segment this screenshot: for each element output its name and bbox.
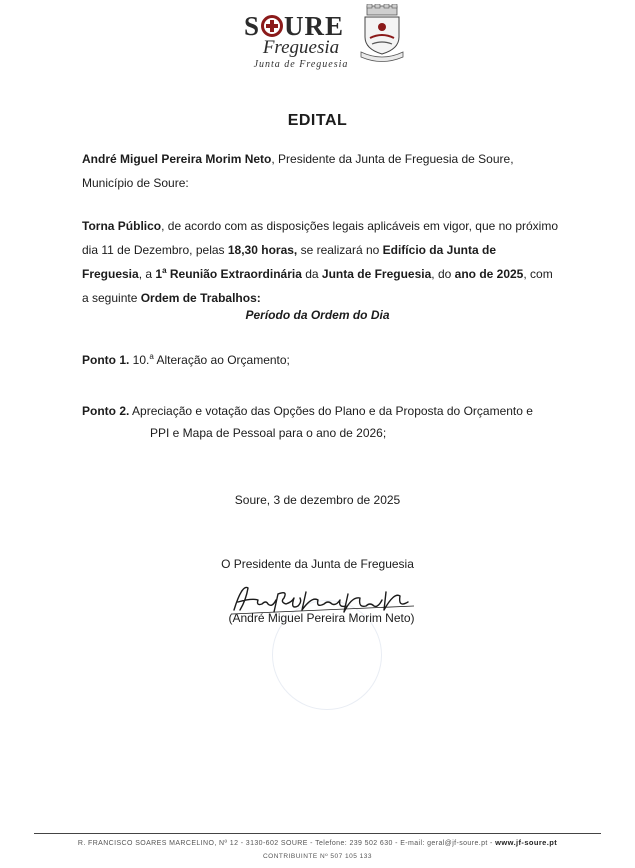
coat-of-arms-icon <box>358 4 406 62</box>
logo-tagline: Junta de Freguesia <box>253 59 349 70</box>
footer-website-link[interactable]: www.jf-soure.pt <box>495 838 558 847</box>
logo-s: S <box>243 11 260 41</box>
ann-bold-4: 1 <box>155 267 163 281</box>
ann-text-1: , de acordo com as disposições legais aplicáveis em vigor, que no próximo dia 11 de Dezembro, pelas <box>82 219 558 257</box>
ann-bold-6: Junta de Freguesia <box>321 267 432 281</box>
signatory-name: (André Miguel Pereira Morim Neto) <box>228 611 415 625</box>
point-label: Ponto 2. <box>82 404 130 418</box>
ann-text-3: , a <box>138 267 156 281</box>
ann-text-2: se realizará no <box>297 243 383 257</box>
point-number: 10. <box>129 353 150 367</box>
ann-text-6: , do <box>431 267 455 281</box>
agenda-point-1 <box>82 348 552 372</box>
logo-rest: URE <box>284 11 345 41</box>
ann-bold-5: Reunião Extraordinária <box>166 267 302 281</box>
ann-text-7: , com a seguinte <box>82 267 553 305</box>
point-label: Ponto 1. <box>82 353 130 367</box>
ann-bold-3: Edifício da Junta de Freguesia <box>82 243 496 281</box>
document-title: EDITAL <box>287 112 348 129</box>
intro-paragraph <box>82 147 552 195</box>
intro-text: , Presidente da Junta de Freguesia de Soure, Município de Soure: <box>82 152 514 190</box>
announcement-paragraph <box>82 214 558 310</box>
footer-address: R. FRANCISCO SOARES MARCELINO, Nº 12 - 3130-602 SOURE - Telefone: 239 502 630 - E-mail: geral@jf-soure.pt - <box>77 840 496 847</box>
agenda-point-2-continuation: PPI e Mapa de Pessoal para o ano de 2026; <box>150 426 387 440</box>
point-text: Alteração ao Orçamento; <box>153 353 290 367</box>
ann-bold-8: Ordem de Trabalhos: <box>140 291 261 305</box>
president-name: André Miguel Pereira Morim Neto <box>82 152 272 166</box>
ann-text-5: da <box>301 267 322 281</box>
agenda-point-2 <box>82 399 552 423</box>
ann-bold-1: Torna Público <box>82 219 162 233</box>
ann-sup-4: a <box>162 266 167 275</box>
ann-bold-2: 18,30 horas, <box>227 243 298 257</box>
cross-circle-icon <box>261 15 283 37</box>
footer-divider <box>34 833 601 834</box>
point-sup: a <box>149 352 154 361</box>
signatory-title: O Presidente da Junta de Freguesia <box>221 557 414 571</box>
point-text: Apreciação e votação das Opções do Plano e da Proposta do Orçamento e <box>129 404 533 418</box>
period-heading: Período da Ordem do Dia <box>245 308 390 322</box>
footer-contact <box>0 838 635 847</box>
logo-wordmark <box>236 12 352 40</box>
footer-taxpayer-number: CONTRIBUINTE Nº 507 105 133 <box>262 853 373 860</box>
logo <box>236 12 352 70</box>
date-line: Soure, 3 de dezembro de 2025 <box>234 493 401 507</box>
logo-subtitle: Freguesia <box>262 37 340 58</box>
ann-bold-7: ano de 2025 <box>454 267 524 281</box>
